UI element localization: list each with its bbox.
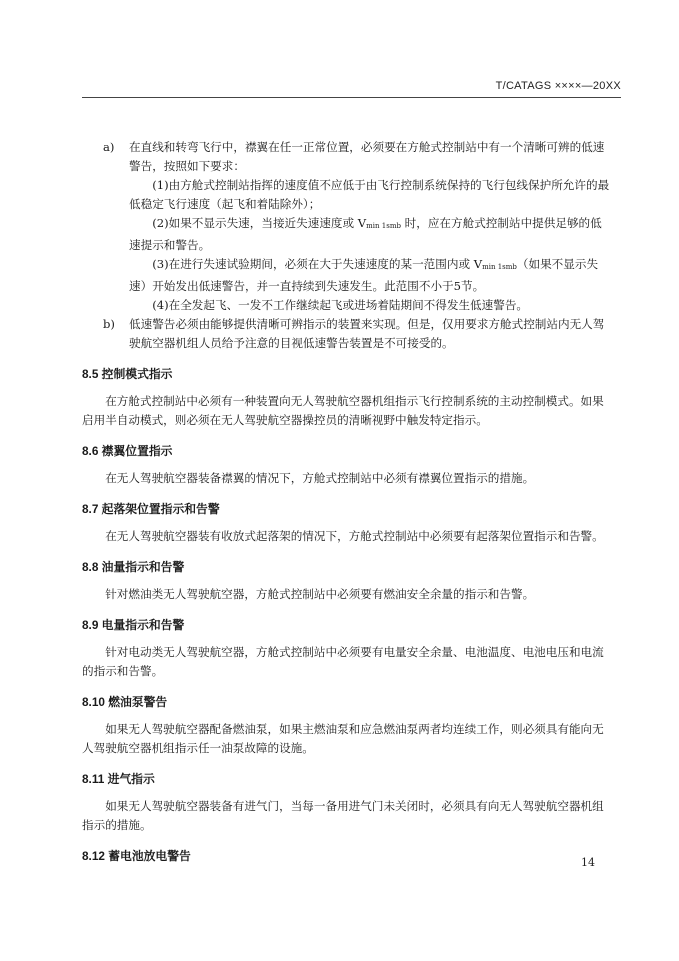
list-marker: a) — [103, 140, 115, 154]
sub-item-3-pre: (3)在进行失速试验期间，必须在大于失速速度的某一范围内或 V — [152, 257, 483, 271]
sub-item-2-post: 时，应在方舱式控制站中提供足够的低速提示和警告。 — [129, 216, 602, 252]
section-paragraph: 针对燃油类无人驾驶航空器，方舱式控制站中必须要有燃油安全余量的指示和告警。 — [105, 587, 535, 601]
list-item-a-subs — [82, 176, 613, 315]
section-paragraph: 在无人驾驶航空器装备襟翼的情况下，方舱式控制站中必须有襟翼位置指示的措施。 — [105, 471, 535, 485]
vmin-subscript: min 1smb — [482, 263, 517, 271]
sub-item-2 — [129, 214, 613, 255]
section-heading: 8.6 襟翼位置指示 — [82, 444, 173, 458]
section-heading: 8.8 油量指示和告警 — [82, 560, 185, 574]
list-item-a — [82, 138, 613, 176]
section-heading: 8.12 蓄电池放电警告 — [82, 849, 191, 863]
section-heading: 8.7 起落架位置指示和告警 — [82, 502, 220, 516]
list-item-text: 低速警告必须由能够提供清晰可辨指示的装置来实现。但是，仅用要求方舱式控制站内无人驾驶航空器机组人员给予注意的目视低速警告装置是不可接受的。 — [129, 317, 605, 350]
vmin-subscript: min 1smb — [366, 222, 401, 230]
document-code: T/CATAGS ××××—20XX — [495, 80, 621, 92]
page-number: 14 — [581, 856, 595, 869]
list-item-b — [82, 315, 613, 353]
sub-item-1: (1)由方舱式控制站指挥的速度值不应低于由飞行控制系统保持的飞行包线保护所允许的最低稳定飞行速度（起飞和着陆除外）； — [129, 178, 610, 211]
document-body — [82, 138, 613, 874]
section-paragraph: 如果无人驾驶航空器装备有进气门，当每一备用进气门未关闭时，必须具有向无人驾驶航空器机组指示的措施。 — [82, 799, 604, 832]
section-heading: 8.11 进气指示 — [82, 772, 155, 786]
sub-item-3-post: （如果不显示失速）开始发出低速警告，并一直持续到失速发生。此范围不小于5节。 — [129, 257, 599, 293]
sub-item-3 — [129, 255, 613, 296]
list-marker: b) — [103, 317, 115, 331]
section-paragraph: 在无人驾驶航空器装有收放式起落架的情况下，方舱式控制站中必须要有起落架位置指示和告警。 — [105, 529, 604, 543]
section-heading: 8.10 燃油泵警告 — [82, 695, 168, 709]
header-rule — [82, 97, 621, 98]
section-paragraph: 在方舱式控制站中必须有一种装置向无人驾驶航空器机组指示飞行控制系统的主动控制模式。如果启用半自动模式，则必须在无人驾驶航空器操控员的清晰视野中触发特定指示。 — [82, 394, 604, 427]
section-paragraph: 如果无人驾驶航空器配备燃油泵，如果主燃油泵和应急燃油泵两者均连续工作，则必须具有能向无人驾驶航空器机组指示任一油泵故障的设施。 — [82, 722, 604, 755]
sub-item-4: (4)在全发起飞、一发不工作继续起飞或进场着陆期间不得发生低速警告。 — [152, 298, 529, 312]
section-heading: 8.5 控制模式指示 — [82, 367, 173, 381]
section-paragraph: 针对电动类无人驾驶航空器，方舱式控制站中必须要有电量安全余量、电池温度、电池电压和电流的指示和告警。 — [82, 645, 604, 678]
section-heading: 8.9 电量指示和告警 — [82, 618, 185, 632]
list-item-text: 在直线和转弯飞行中，襟翼在任一正常位置，必须要在方舱式控制站中有一个清晰可辨的低速警告，按照如下要求： — [129, 140, 605, 173]
sub-item-2-pre: (2)如果不显示失速，当接近失速速度或 V — [152, 216, 367, 230]
